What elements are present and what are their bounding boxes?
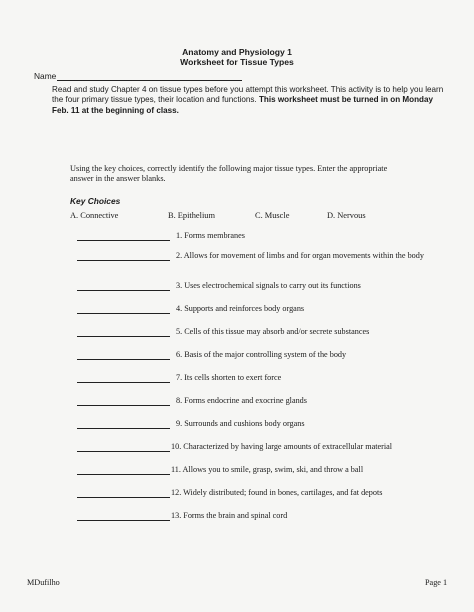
footer-page-number: Page 1 — [425, 578, 448, 587]
instructions-text: Read and study Chapter 4 on tissue types before you attempt this worksheet. This activity is to help you learn the four primary tissue types, their location and functions. — [52, 85, 444, 105]
answer-blank[interactable] — [77, 260, 170, 261]
choice-nervous: D. Nervous — [327, 211, 366, 220]
answer-blank[interactable] — [77, 290, 170, 291]
answer-blank[interactable] — [77, 497, 170, 498]
answer-blank[interactable] — [77, 428, 170, 429]
footer-author: MDufilho — [27, 578, 60, 587]
answer-blank[interactable] — [77, 520, 170, 521]
page-title: Anatomy and Physiology 1 — [182, 47, 292, 57]
key-choices-heading: Key Choices — [70, 196, 121, 206]
instructions-deadline: This worksheet must be turned in on Monday Feb. 11 at the beginning of class. — [52, 95, 433, 115]
worksheet-page: Anatomy and Physiology 1 Worksheet for Tissue Types Name Read and study Chapter 4 on tissue types before you attempt this worksheet. This activity is to help you learn the four primary tissue types, their location and functions. This worksheet must be turned in on Monday Feb. 11 at the beginning of class. Using the key choices, correctly identify the following major tissue types. Enter the appropriate answer in the answer blanks. Key Choices A. Connective B. Epithelium C. Muscle D. Nervous 1. Forms membranes 2. Allows for movement of limbs and for organ movements within the body 3. Uses electrochemical signals to carry out its functions 4. Supports and reinforces body organs 5. Cells of this tissue may absorb and/or secrete substances 6. Basis of the major controlling system of the body 7. Its cells shorten to exert force 8. Forms endocrine and exocrine glands 9. Surrounds and cushions body organs 10. Characterized by having large amounts of extracellular material 11. Allows you to smile, grasp, swim, ski, and throw a ball 12. Widely distributed; found in bones, cartilages, and fat depots 13. Forms the brain and spinal cord MDufilho Page 1 — [0, 0, 474, 612]
answer-blank[interactable] — [77, 405, 170, 406]
answer-blank[interactable] — [77, 359, 170, 360]
choice-epithelium: B. Epithelium — [168, 211, 215, 220]
answer-blank[interactable] — [77, 451, 170, 452]
key-choices — [0, 211, 474, 223]
page-subtitle: Worksheet for Tissue Types — [180, 57, 294, 67]
answer-blank[interactable] — [77, 313, 170, 314]
name-row — [34, 71, 242, 81]
name-blank[interactable] — [57, 71, 242, 81]
name-label: Name — [34, 71, 57, 81]
answer-blank[interactable] — [77, 382, 170, 383]
choice-muscle: C. Muscle — [255, 211, 290, 220]
answer-blank[interactable] — [77, 474, 170, 475]
answer-blank[interactable] — [77, 240, 170, 241]
choice-connective: A. Connective — [70, 211, 119, 220]
answer-blank[interactable] — [77, 336, 170, 337]
instructions — [52, 85, 448, 116]
intro-text: Using the key choices, correctly identify the following major tissue types. Enter the appropriate answer in the answer blanks. — [70, 164, 388, 183]
